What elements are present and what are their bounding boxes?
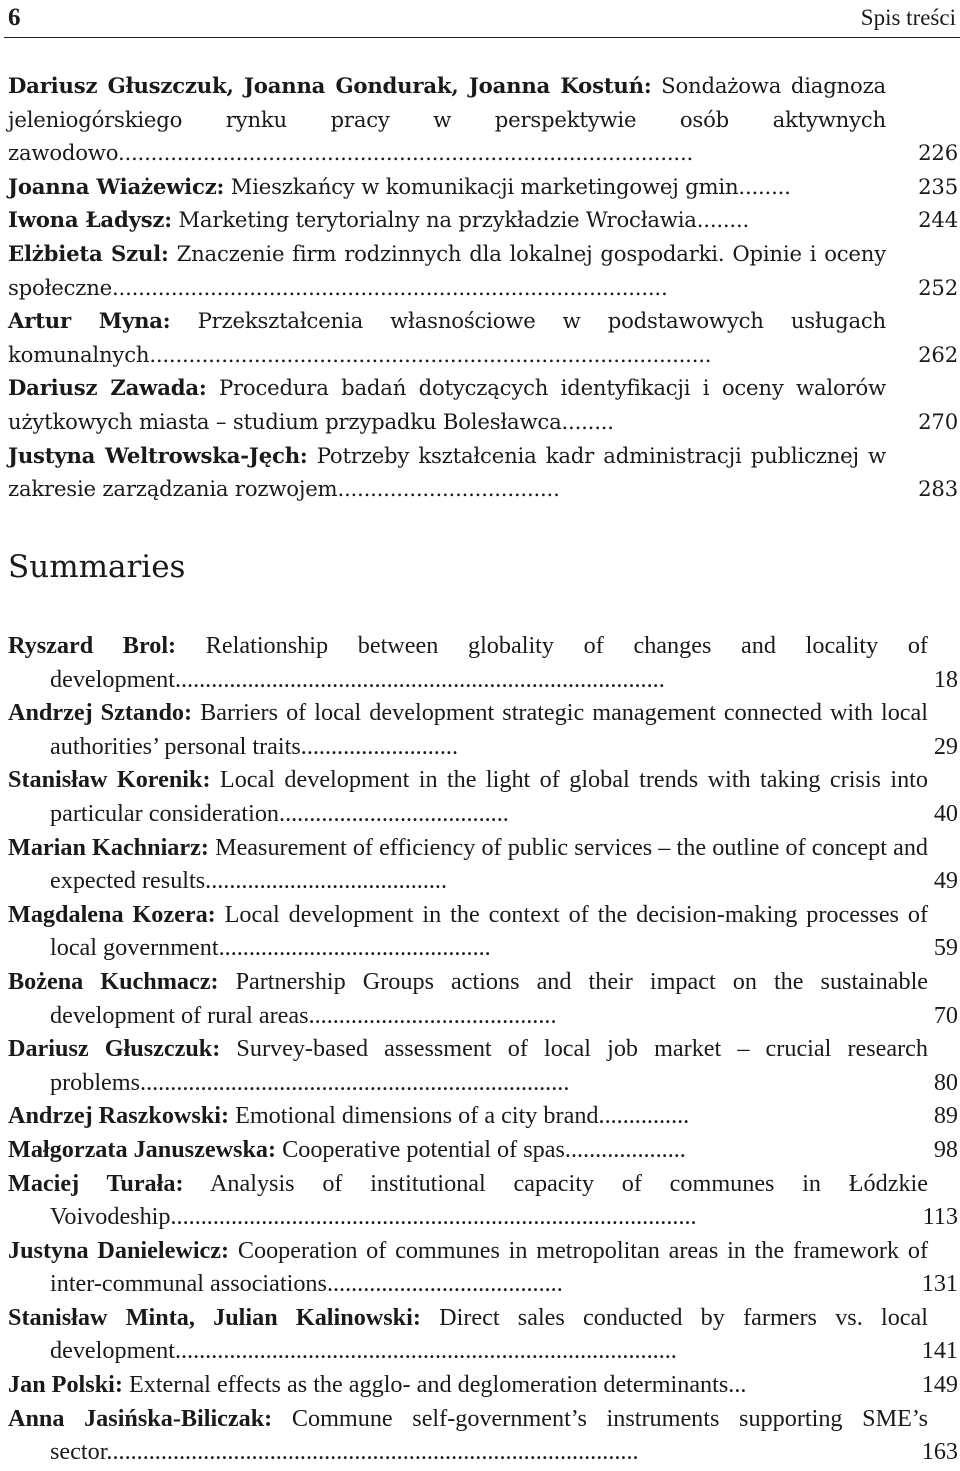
toc-entry-leader-dots: ........	[738, 173, 791, 199]
toc-entry-text	[8, 203, 886, 237]
toc-entry-title: Relationship between globality of changes and locality of development	[50, 632, 928, 693]
toc-entry-text	[8, 763, 928, 830]
summaries-toc-list	[8, 629, 958, 1469]
toc-entry-author: Jan Polski:	[8, 1371, 123, 1399]
toc-entry-leader-dots: ......................................................................................	[149, 341, 712, 367]
toc-entry-leader-dots: .......................................................................................	[170, 1203, 697, 1231]
toc-entry-text	[8, 965, 928, 1032]
running-head: Spis treści	[860, 5, 956, 30]
toc-entry-page: 149	[921, 1371, 958, 1399]
toc-entry-leader-dots: ........................................................................................	[117, 140, 694, 166]
toc-entry-author: Justyna Danielewicz:	[8, 1236, 230, 1264]
toc-entry-title: External effects as the agglo- and deglomeration determinants	[128, 1371, 729, 1399]
toc-entry[interactable]	[8, 304, 958, 371]
toc-entry-leader-dots: ..........................	[300, 732, 458, 760]
toc-entry-page: 49	[933, 867, 958, 895]
toc-entry-title: Przekształcenia własnościowe w podstawowych usługach komunalnych	[8, 308, 886, 367]
toc-entry-page: 59	[933, 934, 958, 962]
toc-entry-page: 141	[921, 1337, 958, 1365]
summaries-heading: Summaries	[8, 549, 186, 585]
toc-entry[interactable]	[8, 1032, 958, 1099]
toc-entry-page: 226	[918, 140, 958, 166]
toc-entry-text	[8, 1133, 928, 1167]
toc-entry-author: Dariusz Zawada:	[8, 375, 207, 401]
toc-entry-leader-dots: .................................................................................	[174, 665, 665, 693]
toc-entry-author: Iwona Ładysz:	[8, 207, 172, 233]
toc-entry-author: Małgorzata Januszewska:	[8, 1135, 277, 1163]
toc-entry[interactable]	[8, 629, 958, 696]
toc-entry-leader-dots: ...	[728, 1371, 747, 1399]
toc-entry[interactable]	[8, 1167, 958, 1234]
toc-entry[interactable]	[8, 203, 958, 237]
toc-entry-leader-dots: .......................................................................	[140, 1068, 570, 1096]
toc-entry-text	[8, 1167, 928, 1234]
toc-entry-author: Marian Kachniarz:	[8, 833, 209, 861]
toc-entry-author: Anna Jasińska-Biliczak:	[8, 1404, 273, 1432]
toc-entry-leader-dots: ........	[561, 408, 614, 434]
toc-entry[interactable]	[8, 965, 958, 1032]
toc-entry-leader-dots: ...................................................................................	[174, 1337, 677, 1365]
polish-toc-list	[8, 69, 958, 506]
toc-entry-leader-dots: ....................	[564, 1135, 686, 1163]
toc-entry[interactable]	[8, 898, 958, 965]
toc-entry-author: Stanisław Minta, Julian Kalinowski:	[8, 1303, 421, 1331]
toc-entry-author: Joanna Wiażewicz:	[8, 173, 225, 199]
toc-entry-leader-dots: ........................................	[205, 867, 448, 895]
toc-entry-page: 131	[921, 1270, 958, 1298]
toc-entry-author: Maciej Turała:	[8, 1169, 184, 1197]
toc-entry-text	[8, 439, 886, 506]
toc-entry-author: Andrzej Sztando:	[8, 699, 193, 727]
toc-entry[interactable]	[8, 170, 958, 204]
toc-entry-leader-dots: ........................................................................................	[106, 1438, 639, 1466]
toc-entry-page: 80	[933, 1068, 958, 1096]
toc-entry-page: 252	[918, 274, 958, 300]
toc-entry-text	[8, 898, 928, 965]
toc-entry-leader-dots: ........	[696, 207, 750, 233]
toc-entry-text	[8, 629, 928, 696]
toc-entry-text	[8, 1234, 928, 1301]
toc-entry-page: 262	[918, 341, 958, 367]
header-rule	[4, 37, 960, 38]
toc-entry-text	[8, 69, 886, 170]
toc-entry-page: 40	[933, 799, 958, 827]
toc-entry-leader-dots: .......................................	[326, 1270, 563, 1298]
toc-entry-title: Mieszkańcy w komunikacji marketingowej gmin	[230, 173, 739, 199]
toc-entry-text	[8, 831, 928, 898]
toc-entry-title: Marketing terytorialny na przykładzie Wrocławia	[178, 207, 697, 233]
toc-entry[interactable]	[8, 371, 958, 438]
toc-entry[interactable]	[8, 1099, 958, 1133]
toc-entry[interactable]	[8, 1133, 958, 1167]
toc-entry[interactable]	[8, 831, 958, 898]
toc-entry-page: 18	[933, 665, 958, 693]
toc-entry[interactable]	[8, 763, 958, 830]
toc-entry-page: 163	[921, 1438, 958, 1466]
toc-entry-title: Survey-based assessment of local job market – crucial research problems	[50, 1035, 929, 1096]
toc-entry-text	[8, 1402, 928, 1469]
toc-entry-text	[8, 170, 886, 204]
toc-entry-author: Stanisław Korenik:	[8, 766, 211, 794]
toc-entry-text	[8, 1301, 928, 1368]
toc-entry-page: 283	[918, 476, 958, 502]
toc-entry-leader-dots: .....................................................................................	[112, 274, 668, 300]
toc-entry-title: Potrzeby kształcenia kadr administracji publicznej w zakresie zarządzania rozwojem	[8, 442, 886, 502]
toc-entry[interactable]	[8, 1368, 958, 1402]
toc-entry-leader-dots: ...............	[598, 1102, 690, 1130]
toc-entry-author: Elżbieta Szul:	[8, 240, 169, 266]
toc-entry-page: 70	[933, 1001, 958, 1029]
toc-entry-leader-dots: .........................................	[308, 1001, 557, 1029]
toc-entry-title: Analysis of institutional capacity of communes in Łódzkie Voivodeship	[50, 1169, 928, 1231]
toc-entry-leader-dots: ..................................	[337, 476, 560, 502]
toc-entry-title: Procedura badań dotyczących identyfikacji i oceny walorów użytkowych miasta – studium przypadku Bolesławca	[8, 375, 886, 434]
page-header	[0, 0, 960, 38]
toc-entry-title: Commune self-government’s instruments supporting SME’s sector	[50, 1404, 928, 1466]
page-number: 6	[8, 4, 21, 31]
toc-entry-page: 113	[922, 1203, 958, 1231]
toc-entry-leader-dots: .............................................	[218, 934, 491, 962]
toc-entry-page: 98	[933, 1135, 958, 1163]
toc-entry-title: Cooperation of communes in metropolitan areas in the framework of inter-communal associations	[50, 1236, 928, 1298]
toc-entry[interactable]	[8, 1301, 958, 1368]
toc-entry-title: Local development in the light of global trends with taking crisis into particular consideration	[50, 766, 929, 827]
toc-entry-author: Artur Myna:	[8, 308, 171, 334]
toc-entry-title: Cooperative potential of spas	[282, 1135, 565, 1163]
toc-entry-title: Local development in the context of the decision-making processes of local government	[50, 900, 929, 962]
toc-entry-author: Magdalena Kozera:	[8, 900, 216, 928]
toc-entry-text	[8, 371, 886, 438]
toc-entry-author: Bożena Kuchmacz:	[8, 967, 219, 995]
toc-entry[interactable]	[8, 69, 958, 170]
toc-entry-text	[8, 304, 886, 371]
toc-entry-page: 89	[933, 1102, 958, 1130]
toc-entry-author: Dariusz Głuszczuk, Joanna Gondurak, Joanna Kostuń:	[8, 73, 652, 98]
toc-entry-title: Partnership Groups actions and their impact on the sustainable development of rural areas	[50, 967, 929, 1029]
toc-entry-title: Measurement of efficiency of public services – the outline of concept and expected results	[50, 833, 929, 895]
toc-entry[interactable]	[8, 237, 958, 304]
toc-entry[interactable]	[8, 1234, 958, 1301]
toc-entry-title: Znaczenie firm rodzinnych dla lokalnej gospodarki. Opinie i oceny społeczne	[8, 240, 886, 300]
toc-entry-author: Andrzej Raszkowski:	[8, 1102, 230, 1130]
toc-entry[interactable]	[8, 696, 958, 763]
toc-entry-author: Dariusz Głuszczuk:	[8, 1035, 221, 1063]
toc-entry-page: 29	[933, 732, 958, 760]
toc-entry-page: 244	[918, 207, 958, 233]
toc-entry-title: Barriers of local development strategic management connected with local authorities’ personal traits	[50, 699, 929, 760]
toc-entry-leader-dots: ......................................	[279, 799, 509, 827]
toc-entry-text	[8, 696, 928, 763]
toc-entry-text	[8, 1032, 928, 1099]
toc-entry-text	[8, 237, 886, 304]
toc-entry[interactable]	[8, 439, 958, 506]
toc-entry-author: Justyna Weltrowska-Jęch:	[8, 442, 308, 468]
toc-entry-page: 270	[918, 408, 958, 434]
toc-entry-title: Sondażowa diagnoza jeleniogórskiego rynku pracy w perspektywie osób aktywnych zawodowo	[8, 73, 886, 166]
toc-entry-author: Ryszard Brol:	[8, 632, 177, 659]
toc-entry-title: Emotional dimensions of a city brand	[235, 1102, 599, 1130]
toc-entry-text	[8, 1368, 928, 1402]
toc-entry[interactable]	[8, 1402, 958, 1469]
toc-entry-title: Direct sales conducted by farmers vs. local development	[50, 1303, 928, 1365]
toc-entry-page: 235	[918, 173, 958, 199]
toc-entry-text	[8, 1099, 928, 1133]
